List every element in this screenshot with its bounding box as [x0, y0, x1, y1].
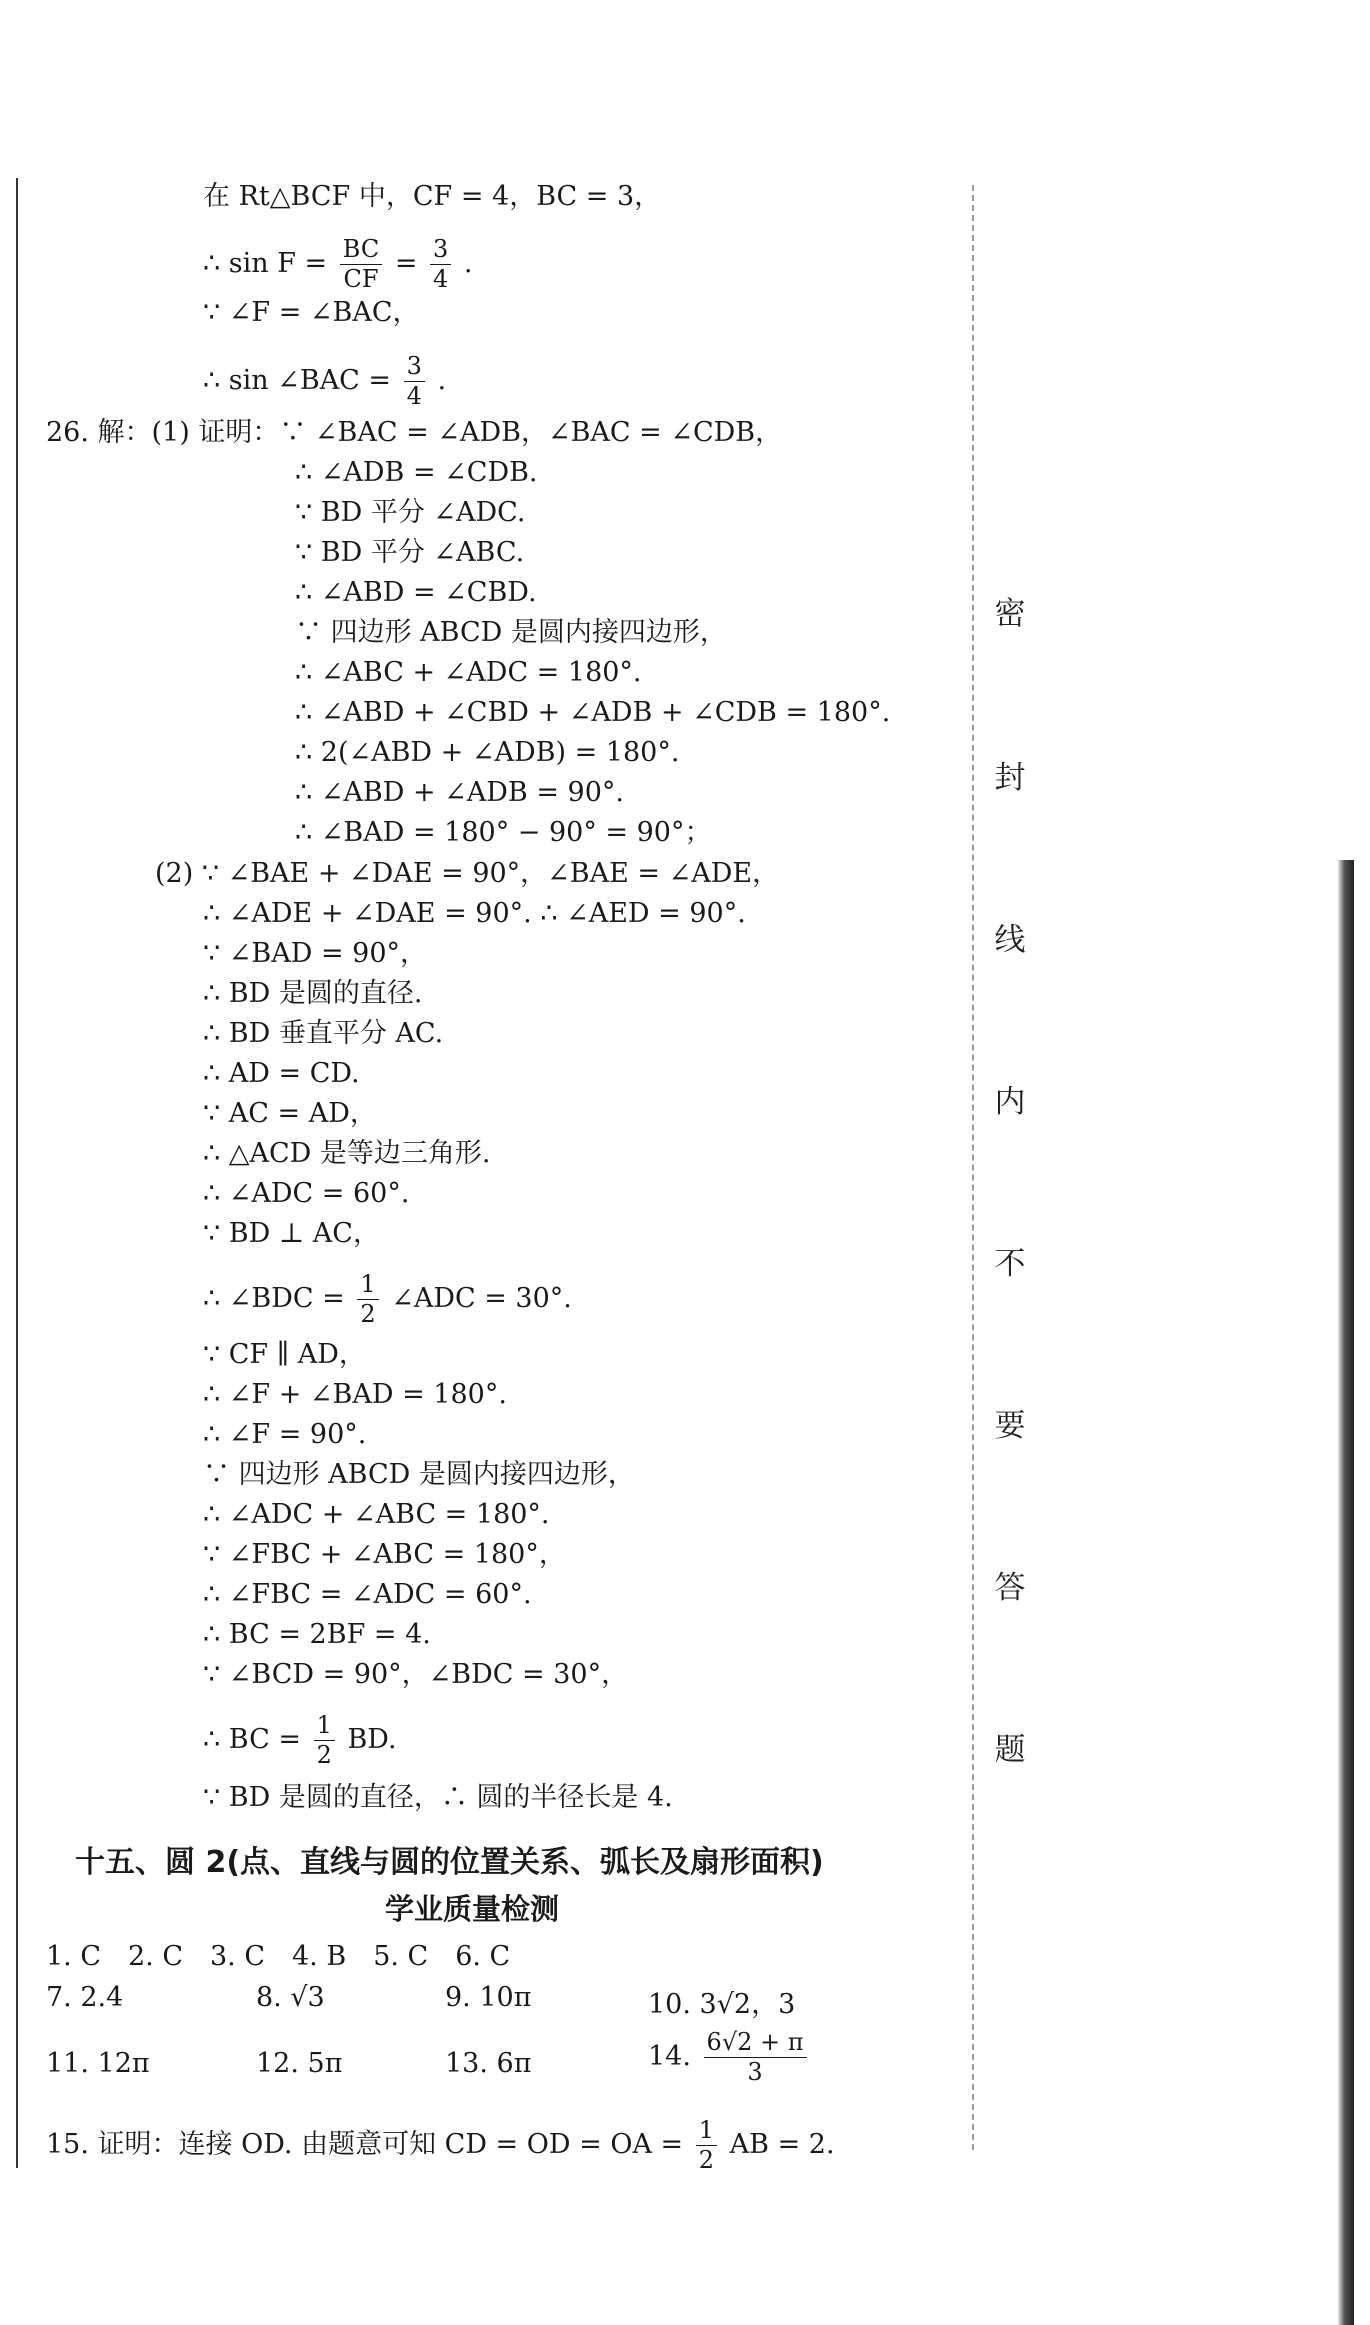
seal-char: 题	[994, 1732, 1026, 1768]
left-margin-rule	[16, 178, 18, 2168]
math-line	[203, 237, 473, 292]
text-line: ∵ ∠F = ∠BAC，	[203, 297, 420, 328]
answer-item: 8. √3	[256, 1982, 325, 2013]
proof-line: ∵ 四边形 ABCD 是圆内接四边形，	[203, 1459, 635, 1490]
proof-line: ∵ CF ∥ AD，	[203, 1339, 366, 1370]
text-segment: .	[437, 365, 447, 397]
section-title: 十五、圆 2(点、直线与圆的位置关系、弧长及扇形面积)	[75, 1845, 824, 1880]
proof-line: ∴ ∠ABD + ∠ADB = 90°.	[295, 777, 624, 808]
proof-line: ∴ BD 垂直平分 AC.	[203, 1018, 444, 1049]
text-segment: BD.	[347, 1724, 397, 1756]
section-subtitle: 学业质量检测	[385, 1892, 560, 1926]
proof-line: ∴ ∠FBC = ∠ADC = 60°.	[203, 1579, 532, 1610]
text-segment: 14.	[648, 2041, 691, 2073]
math-line	[203, 354, 446, 409]
seal-char: 不	[994, 1246, 1026, 1282]
numerator: 6√2 + π	[704, 2030, 807, 2058]
answer-item-15	[46, 2118, 835, 2173]
numerator: 1	[696, 2118, 717, 2146]
proof-line: ∴ ∠ABD = ∠CBD.	[295, 577, 537, 608]
text-segment: ∴ sin ∠BAC =	[203, 365, 392, 397]
answer-item-14	[648, 2030, 811, 2085]
proof-line: ∵ BD 平分 ∠ABC.	[295, 537, 525, 568]
denominator: 2	[360, 1300, 376, 1329]
numerator: 3	[404, 354, 425, 382]
proof-line: ∵ BD ⊥ AC，	[203, 1218, 380, 1249]
denominator: 2	[698, 2146, 715, 2175]
seal-char: 密	[994, 596, 1026, 632]
proof-line: ∴ 2(∠ABD + ∠ADB) = 180°.	[295, 737, 680, 768]
text-segment: =	[394, 248, 418, 280]
text-segment: ∴ sin F =	[203, 248, 328, 280]
text-segment: 15. 证明：连接 OD. 由题意可知 CD = OD = OA =	[46, 2129, 684, 2161]
proof-line: ∴ ∠ADB = ∠CDB.	[295, 457, 538, 488]
denominator: 2	[316, 1741, 332, 1770]
text-line: 在 Rt△BCF 中，CF = 4，BC = 3，	[203, 181, 662, 212]
proof-line: ∴ AD = CD.	[203, 1058, 360, 1089]
proof-line: ∵ ∠BAD = 90°，	[203, 938, 428, 969]
seal-dashed-line	[972, 185, 974, 2150]
answer-item: 7. 2.4	[46, 1982, 124, 2013]
denominator: 4	[433, 265, 449, 294]
text-segment: AB = 2.	[729, 2129, 835, 2161]
proof-line: ∴ ∠ABC + ∠ADC = 180°.	[295, 657, 642, 688]
numerator: 1	[357, 1272, 378, 1300]
page-edge-shadow	[1338, 860, 1354, 2325]
fraction	[696, 2118, 717, 2173]
text-segment: ∠ADC = 30°.	[391, 1283, 572, 1315]
numerator: 3	[430, 237, 451, 265]
proof-line: ∴ ∠ADC = 60°.	[203, 1178, 410, 1209]
proof-line: ∴ ∠F = 90°.	[203, 1419, 367, 1450]
seal-char: 线	[994, 922, 1026, 958]
proof-line: ∴ △ACD 是等边三角形.	[203, 1138, 491, 1169]
text-segment: .	[463, 248, 473, 280]
denominator: 3	[747, 2058, 763, 2087]
answer-item: 10. 3√2，3	[648, 1989, 796, 2020]
seal-char: 要	[994, 1408, 1026, 1444]
answer-item: 11. 12π	[46, 2048, 150, 2079]
proof-line: ∴ ∠ABD + ∠CBD + ∠ADB + ∠CDB = 180°.	[295, 697, 891, 728]
proof-line: ∵ ∠BCD = 90°，∠BDC = 30°，	[203, 1659, 629, 1690]
math-line	[203, 1713, 397, 1768]
numerator: BC	[340, 237, 382, 265]
fraction	[314, 1713, 335, 1768]
proof-line: ∴ ∠F + ∠BAD = 180°.	[203, 1379, 507, 1410]
fraction	[704, 2030, 807, 2085]
seal-char: 封	[994, 760, 1026, 796]
proof-line: ∴ ∠ADE + ∠DAE = 90°. ∴ ∠AED = 90°.	[203, 898, 746, 929]
proof-line: ∴ BD 是圆的直径.	[203, 978, 423, 1009]
proof-line: ∴ ∠BAD = 180° − 90° = 90°；	[295, 817, 712, 848]
proof-line: ∵ AC = AD，	[203, 1098, 377, 1129]
numerator: 1	[314, 1713, 335, 1741]
proof-line: ∵ 四边形 ABCD 是圆内接四边形，	[295, 617, 727, 648]
denominator: CF	[343, 265, 379, 294]
answer-item: 13. 6π	[445, 2048, 532, 2079]
denominator: 4	[406, 382, 422, 411]
seal-char: 答	[994, 1570, 1026, 1606]
proof-line: ∴ BC = 2BF = 4.	[203, 1619, 431, 1650]
fraction	[404, 354, 425, 409]
fraction	[340, 237, 382, 292]
answer-item: 9. 10π	[445, 1982, 532, 2013]
answer-row: 1. C 2. C 3. C 4. B 5. C 6. C	[46, 1941, 511, 1972]
fraction	[430, 237, 451, 292]
math-line	[203, 1272, 572, 1327]
proof-line: ∵ ∠FBC + ∠ABC = 180°，	[203, 1539, 566, 1570]
answer-item: 12. 5π	[256, 2048, 343, 2079]
seal-char: 内	[994, 1084, 1026, 1120]
proof-line: ∵ BD 是圆的直径，∴ 圆的半径长是 4.	[203, 1782, 673, 1813]
text-segment: ∴ BC =	[203, 1724, 301, 1756]
proof-line: ∴ ∠ADC + ∠ABC = 180°.	[203, 1499, 550, 1530]
fraction	[357, 1272, 378, 1327]
text-segment: ∴ ∠BDC =	[203, 1283, 345, 1315]
proof-part2-first: (2) ∵ ∠BAE + ∠DAE = 90°，∠BAE = ∠ADE，	[155, 858, 780, 889]
proof-line: ∵ BD 平分 ∠ADC.	[295, 497, 526, 528]
question-26-label: 26. 解：(1) 证明：∵ ∠BAC = ∠ADB，∠BAC = ∠CDB，	[46, 417, 783, 448]
